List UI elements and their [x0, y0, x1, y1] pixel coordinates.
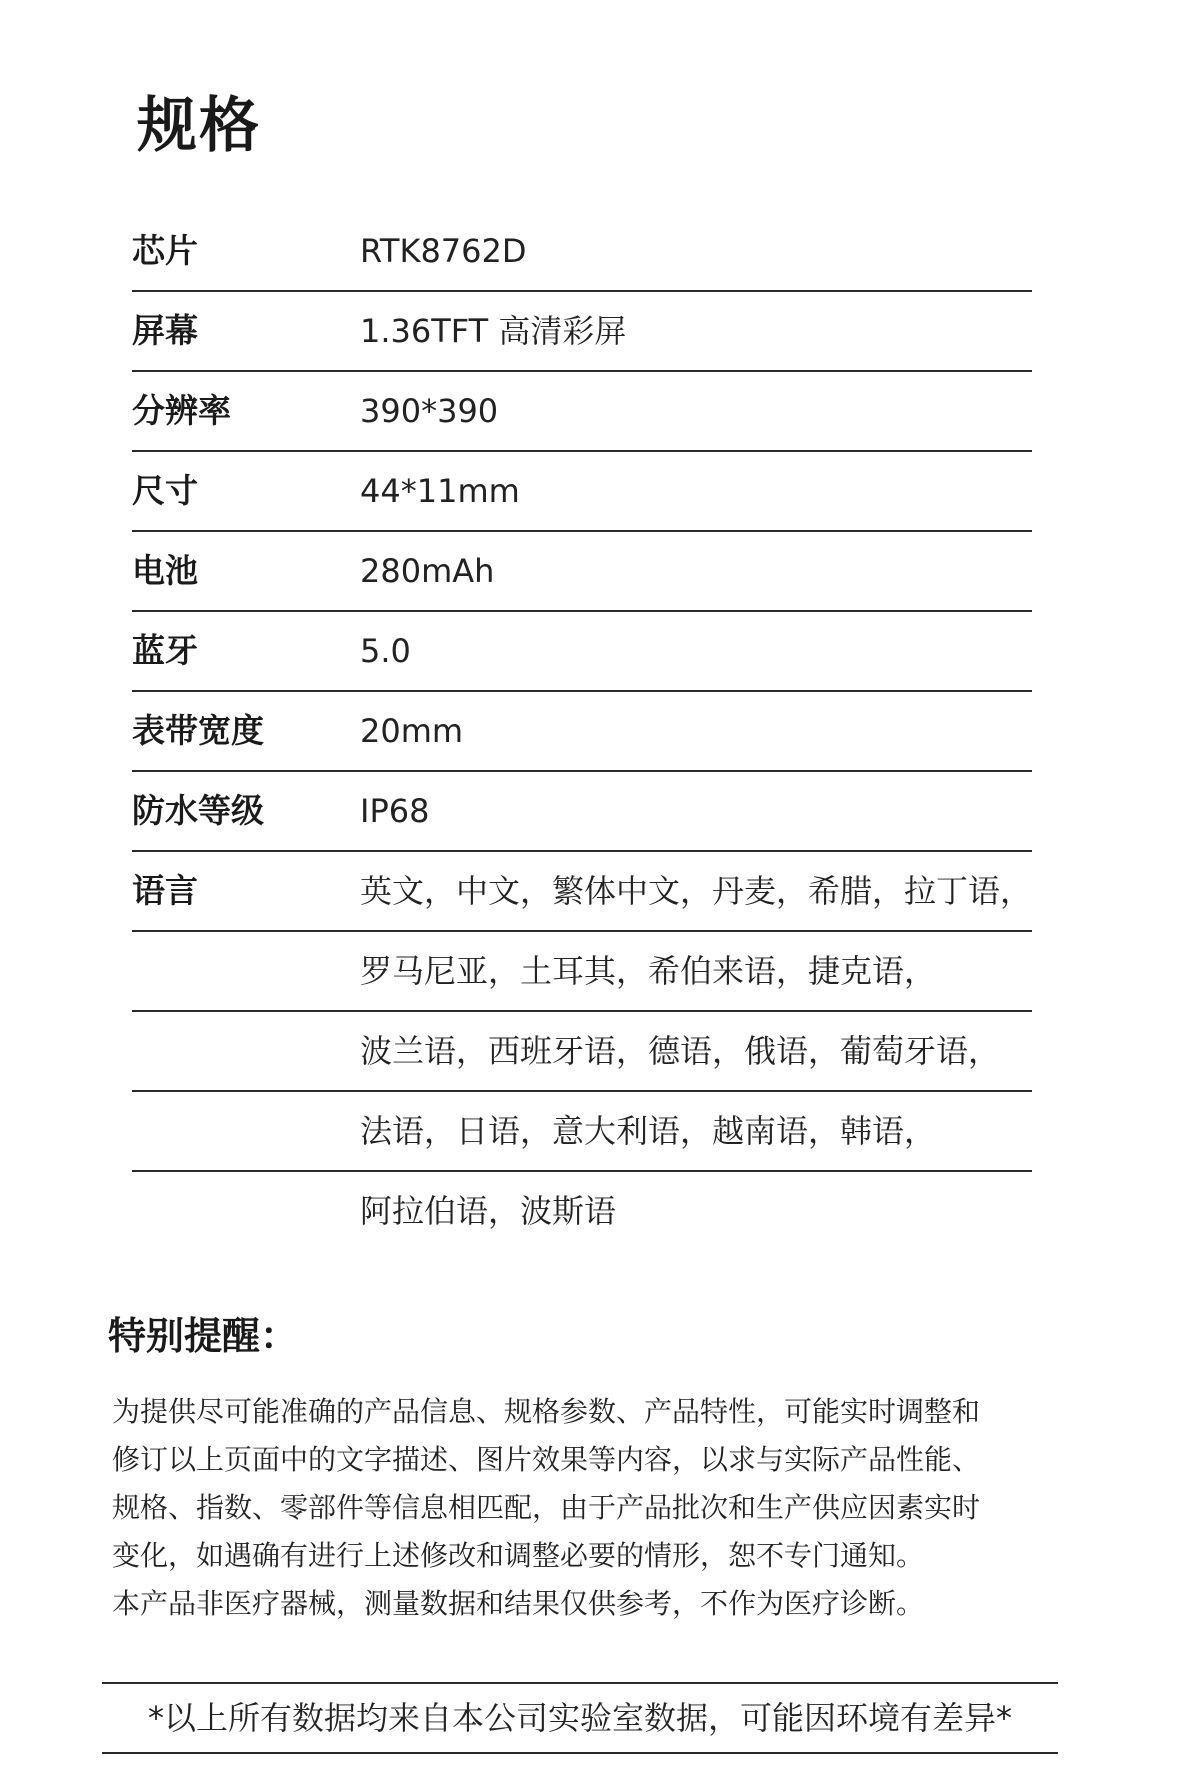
spec-row-screen: [132, 292, 1032, 372]
notice-body: [112, 1388, 1072, 1628]
notice-title: 特别提醒：: [108, 1314, 299, 1358]
spec-row-language-cont: [132, 1012, 1032, 1092]
spec-row-language-cont: [132, 1092, 1032, 1172]
spec-value: 法语，日语，意大利语，越南语，韩语，: [360, 1112, 937, 1150]
spec-row-language: [132, 852, 1032, 932]
spec-row-bluetooth: [132, 612, 1032, 692]
spec-row-resolution: [132, 372, 1032, 452]
spec-table: [132, 212, 1032, 1252]
spec-label: 防水等级: [132, 791, 264, 830]
notice-line: 变化，如遇确有进行上述修改和调整必要的情形，恕不专门通知。: [112, 1539, 925, 1572]
footer-bottom-divider: [102, 1752, 1058, 1754]
footer-note: *以上所有数据均来自本公司实验室数据，可能因环境有差异*: [147, 1699, 1012, 1737]
spec-row-battery: [132, 532, 1032, 612]
spec-value: IP68: [360, 792, 430, 830]
notice-line: 为提供尽可能准确的产品信息、规格参数、产品特性，可能实时调整和: [112, 1395, 981, 1428]
spec-value: 5.0: [360, 632, 411, 670]
spec-value: 1.36TFT 高清彩屏: [360, 312, 627, 350]
spec-value: 390*390: [360, 392, 499, 430]
page-title: 规格: [137, 91, 261, 161]
notice-line: 修订以上页面中的文字描述、图片效果等内容，以求与实际产品性能、: [112, 1443, 981, 1476]
spec-label: 语言: [132, 871, 198, 910]
spec-row-language-cont: [132, 932, 1032, 1012]
footer-top-divider: [102, 1682, 1058, 1684]
spec-label: 分辨率: [132, 391, 231, 430]
spec-row-language-cont: [132, 1172, 1032, 1252]
spec-label: 芯片: [132, 231, 198, 270]
spec-value: 280mAh: [360, 552, 495, 590]
spec-label: 蓝牙: [132, 631, 198, 670]
notice-line: 本产品非医疗器械，测量数据和结果仅供参考，不作为医疗诊断。: [112, 1587, 925, 1620]
spec-value: 罗马尼亚，土耳其，希伯来语，捷克语，: [360, 952, 937, 990]
spec-value: 波兰语，西班牙语，德语，俄语，葡萄牙语，: [360, 1032, 1001, 1070]
spec-row-waterproof: [132, 772, 1032, 852]
spec-row-size: [132, 452, 1032, 532]
spec-row-strap-width: [132, 692, 1032, 772]
spec-value: 44*11mm: [360, 472, 520, 510]
spec-value: 英文，中文，繁体中文，丹麦，希腊，拉丁语，: [360, 872, 1033, 910]
spec-label: 尺寸: [132, 471, 198, 510]
notice-line: 规格、指数、零部件等信息相匹配，由于产品批次和生产供应因素实时: [112, 1491, 981, 1524]
spec-value: 阿拉伯语，波斯语: [360, 1192, 617, 1230]
spec-label: 表带宽度: [132, 711, 264, 750]
spec-value: RTK8762D: [360, 232, 527, 270]
spec-row-chip: [132, 212, 1032, 292]
spec-label: 电池: [132, 551, 198, 590]
spec-label: 屏幕: [132, 311, 198, 350]
spec-value: 20mm: [360, 712, 464, 750]
